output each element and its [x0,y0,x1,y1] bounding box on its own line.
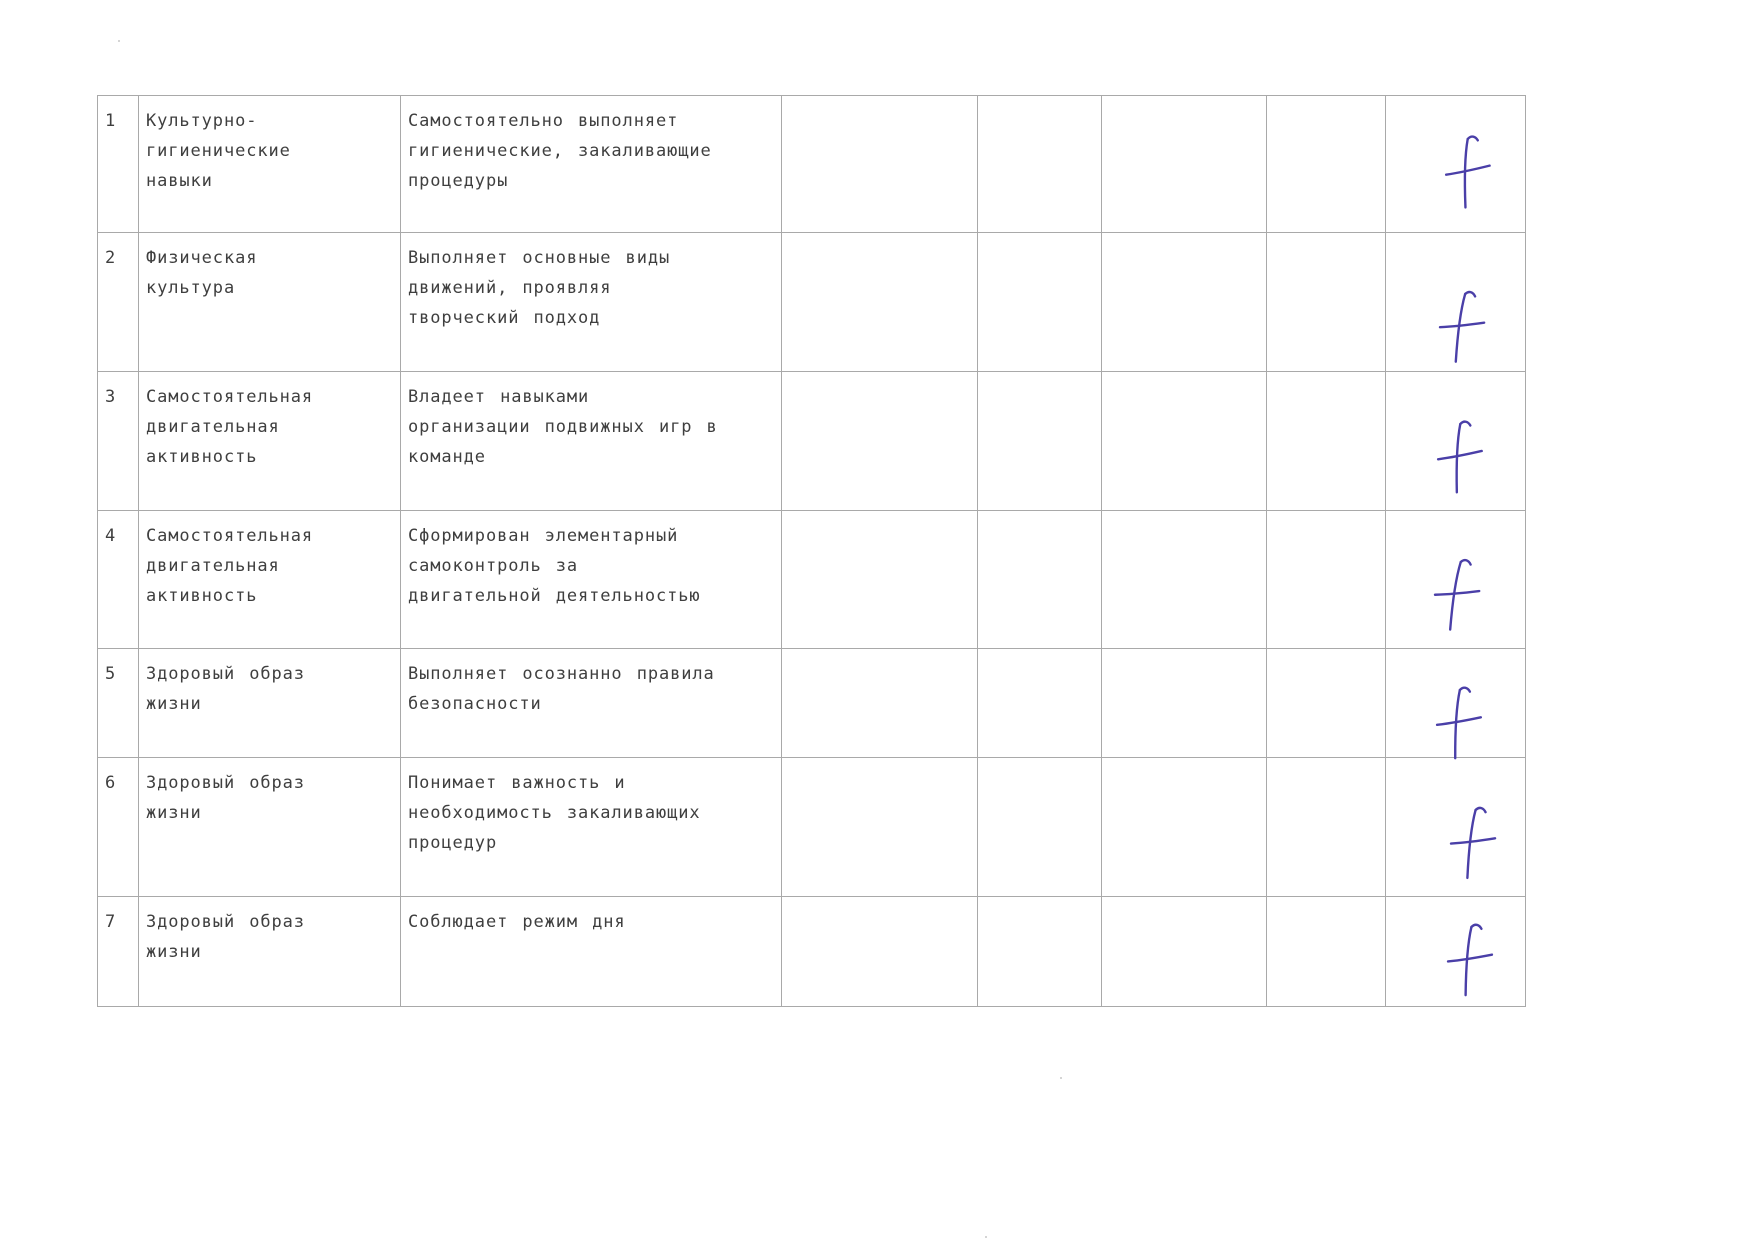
indicator-cell: Понимает важность и необходимость закаливающих процедур [401,758,782,897]
handwritten-plus-icon [1435,287,1492,367]
development-area-cell: Здоровый образ жизни [139,649,401,758]
empty-grade-cell [782,897,978,1007]
mark-cell [1386,649,1526,758]
empty-grade-cell [1102,233,1267,372]
development-area-cell: Здоровый образ жизни [139,758,401,897]
indicator-cell: Соблюдает режим дня [401,897,782,1007]
empty-grade-cell [978,511,1102,649]
row-number-cell: 7 [98,897,139,1007]
table-row [98,511,1526,649]
empty-grade-cell [1102,897,1267,1007]
empty-grade-cell [978,372,1102,511]
empty-grade-cell [1267,233,1386,372]
row-number-cell: 2 [98,233,139,372]
table-body [98,96,1526,1007]
mark-cell [1386,511,1526,649]
empty-grade-cell [1267,897,1386,1007]
development-area-cell: Культурно- гигиенические навыки [139,96,401,233]
scan-speck [1060,1077,1062,1079]
indicator-cell: Самостоятельно выполняет гигиенические, закаливающие процедуры [401,96,782,233]
empty-grade-cell [978,233,1102,372]
handwritten-plus-icon [1432,683,1489,763]
indicator-cell: Сформирован элементарный самоконтроль за двигательной деятельностью [401,511,782,649]
table-row [98,372,1526,511]
empty-grade-cell [782,233,978,372]
development-area-cell: Самостоятельная двигательная активность [139,372,401,511]
table-row [98,96,1526,233]
table-row [98,233,1526,372]
mark-cell [1386,233,1526,372]
handwritten-plus-icon [1444,921,1499,1000]
empty-grade-cell [1102,511,1267,649]
mark-cell [1386,96,1526,233]
empty-grade-cell [782,96,978,233]
empty-grade-cell [1102,758,1267,897]
development-area-cell: Физическая культура [139,233,401,372]
development-area-cell: Самостоятельная двигательная активность [139,511,401,649]
assessment-table [97,95,1526,1007]
development-area-cell: Здоровый образ жизни [139,897,401,1007]
row-number-cell: 1 [98,96,139,233]
mark-cell [1386,897,1526,1007]
empty-grade-cell [782,649,978,758]
scan-speck [118,40,120,42]
row-number-cell: 6 [98,758,139,897]
indicator-cell: Владеет навыками организации подвижных игр в команде [401,372,782,511]
empty-grade-cell [978,96,1102,233]
scan-speck [985,1236,987,1238]
row-number-cell: 4 [98,511,139,649]
empty-grade-cell [1102,96,1267,233]
table-row [98,897,1526,1007]
mark-cell [1386,758,1526,897]
empty-grade-cell [1267,511,1386,649]
indicator-cell: Выполняет основные виды движений, проявляя творческий подход [401,233,782,372]
table-row [98,758,1526,897]
empty-grade-cell [1102,372,1267,511]
empty-grade-cell [1102,649,1267,758]
handwritten-plus-icon [1429,555,1487,636]
row-number-cell: 5 [98,649,139,758]
empty-grade-cell [978,649,1102,758]
empty-grade-cell [782,372,978,511]
empty-grade-cell [1267,649,1386,758]
handwritten-plus-icon [1440,131,1499,213]
mark-cell [1386,372,1526,511]
empty-grade-cell [1267,96,1386,233]
handwritten-plus-icon [1432,417,1490,498]
empty-grade-cell [978,897,1102,1007]
empty-grade-cell [1267,758,1386,897]
indicator-cell: Выполняет осознанно правила безопасности [401,649,782,758]
empty-grade-cell [782,511,978,649]
empty-grade-cell [1267,372,1386,511]
handwritten-plus-icon [1447,804,1502,883]
empty-grade-cell [978,758,1102,897]
empty-grade-cell [782,758,978,897]
row-number-cell: 3 [98,372,139,511]
table-row [98,649,1526,758]
